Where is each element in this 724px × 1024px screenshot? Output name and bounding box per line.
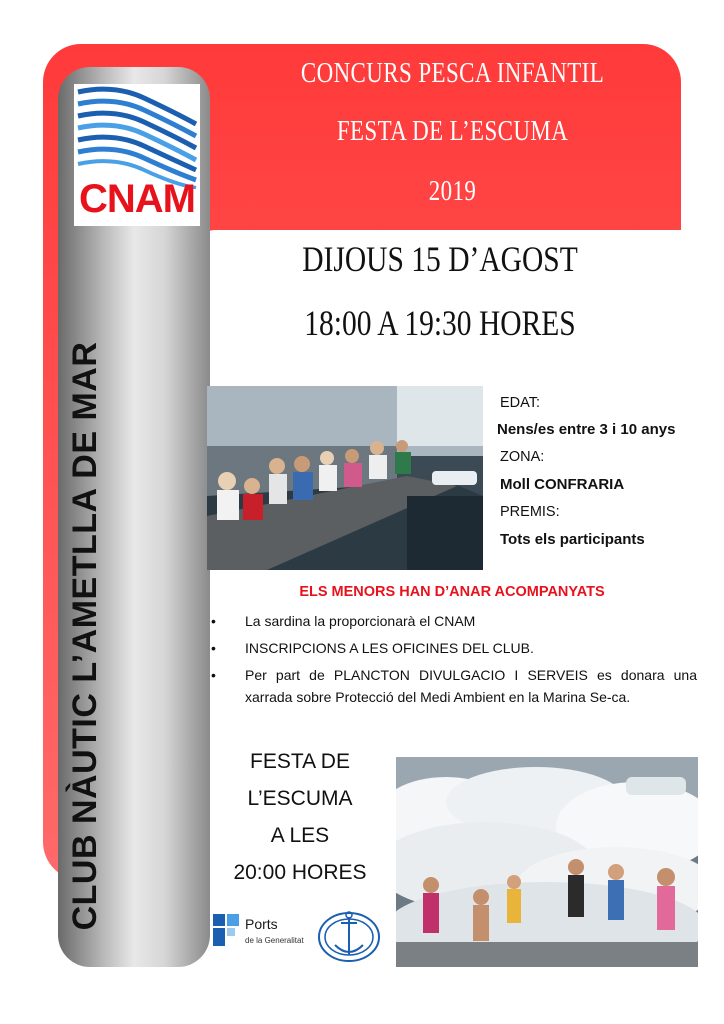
info-bullets: [207, 610, 697, 713]
bullet-icon: •: [211, 640, 216, 656]
bullet-icon: •: [211, 667, 216, 683]
zone-value: Moll CONFRARIA: [500, 476, 625, 493]
ports-mark-icon: [213, 914, 239, 946]
prizes-value: Tots els participants: [500, 531, 645, 548]
banner-title-line2: FESTA DE L’ESCUMA: [336, 116, 569, 147]
logo-text: CNAM: [79, 177, 195, 221]
warning-text: ELS MENORS HAN D’ANAR ACOMPANYATS: [299, 584, 605, 600]
wave-icon: [74, 84, 200, 189]
club-name-vertical: CLUB NÀUTIC L’AMETLLA DE MAR: [66, 341, 104, 931]
anchor-seal-logo: [315, 905, 383, 967]
cnam-logo: [74, 84, 200, 226]
banner-title-line1: CONCURS PESCA INFANTIL: [300, 58, 605, 89]
foam-party-photo: [396, 757, 698, 967]
festa-line3: A LES: [270, 824, 330, 847]
anchor-icon: [315, 905, 383, 967]
festa-line1: FESTA DE: [250, 750, 350, 773]
ports-subtitle: de la Generalitat: [245, 936, 304, 945]
ports-title: Ports: [245, 916, 278, 932]
event-date: DIJOUS 15 D’AGOST: [302, 239, 578, 279]
banner-year: 2019: [428, 176, 477, 207]
festa-line2: L’ESCUMA: [247, 787, 353, 810]
list-item: • Per part de PLANCTON DIVULGACIO I SERVEIS es donara una xarrada sobre Protecció del Medi Ambient en la Marina Se-ca.: [207, 664, 697, 708]
bullet-icon: •: [211, 613, 216, 629]
age-label: EDAT:: [500, 395, 541, 411]
list-item: • INSCRIPCIONS A LES OFICINES DEL CLUB.: [207, 637, 697, 659]
prizes-label: PREMIS:: [500, 504, 560, 520]
list-item: • La sardina la proporcionarà el CNAM: [207, 610, 697, 632]
fishing-photo: [207, 386, 483, 570]
age-value: Nens/es entre 3 i 10 anys: [497, 421, 676, 438]
ports-logo: [213, 908, 305, 956]
zone-label: ZONA:: [500, 449, 545, 465]
event-time: 18:00 A 19:30 HORES: [304, 303, 576, 343]
festa-line4: 20:00 HORES: [233, 861, 367, 884]
